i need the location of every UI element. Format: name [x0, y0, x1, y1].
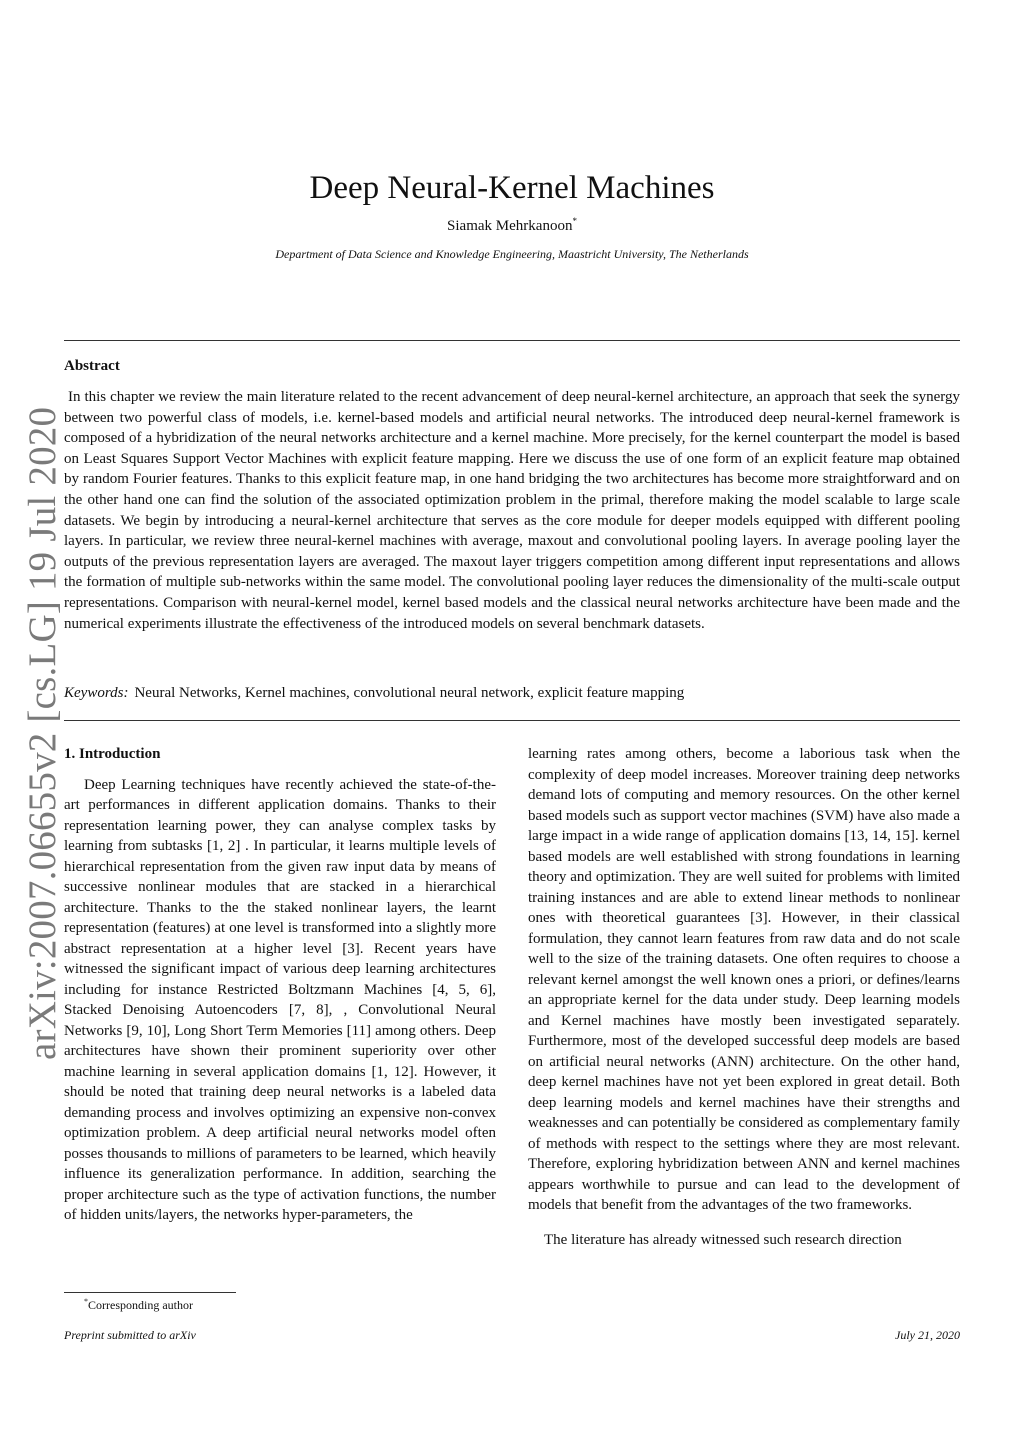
- footnote-text: Corresponding author: [88, 1298, 193, 1312]
- footer-date: July 21, 2020: [895, 1328, 960, 1342]
- right-column: [528, 744, 960, 1250]
- keywords-line: [64, 685, 960, 702]
- introduction-paragraph-right-2: The literature has already witnessed such research direction: [544, 1231, 902, 1248]
- arxiv-identifier-stamp: [12, 406, 72, 1060]
- footer-preprint-note: Preprint submitted to arXiv: [64, 1328, 196, 1342]
- author-footnote-mark: *: [572, 216, 577, 226]
- introduction-paragraph-left: Deep Learning techniques have recently achieved the state-of-the-art performances in different application domains. Thanks to their representation learning power, they can analyse complex tasks by learning from subtasks [1, 2] . In particular, it learns multiple levels of hierarchical representation from the given raw input data by means of successive nonlinear modules that are stacked in a hierarchical architecture. Thanks to the the staked nonlinear layers, the learnt representation (features) at one level is transformed into a slightly more abstract representation at a higher level [3]. Recent years have witnessed the significant impact of various deep learning architectures including for instance Restricted Boltzmann Machines [4, 5, 6], Stacked Denoising Autoencoders [7, 8], , Convolutional Neural Networks [9, 10], Long Short Term Memories [11] among others. Deep architectures have shown their prominent superiority over other machine learning in several application domains [1, 12]. However, it should be noted that training deep neural networks is a labeled data demanding process and involves optimizing an expensive non-convex optimization problem. A deep artificial neural networks model often posses thousands to millions of parameters to be learned, which heavily influence its generalization performance. In addition, searching the proper architecture such as the type of activation functions, the number of hidden units/layers, the networks hyper-parameters, the: [64, 776, 496, 1223]
- paper-title: Deep Neural-Kernel Machines: [309, 170, 715, 207]
- abstract-text: In this chapter we review the main literature related to the recent advancement of deep neural-kernel architecture, an approach that seek the synergy between two powerful class of models, i.e. kernel-based models and artificial neural networks. The introduced deep neural-kernel framework is composed of a hybridization of the neural networks architecture and a kernel machine. More precisely, for the kernel counterpart the model is based on Least Squares Support Vector Machines with explicit feature mapping. Here we discuss the use of one form of an explicit feature map obtained by random Fourier features. Thanks to this explicit feature map, in one hand bridging the two architectures has become more straightforward and on the other hand one can find the solution of the associated optimization problem in the primal, therefore making the model scalable to large scale datasets. We begin by introducing a neural-kernel architecture that serves as the core module for deeper models equipped with different pooling layers. In particular, we review three neural-kernel machines with average, maxout and convolutional pooling layers. In average pooling layer the outputs of the previous representation layers are averaged. The maxout layer triggers competition among different input representations and allows the formation of multiple sub-networks within the same model. The convolutional pooling layer reduces the dimensionality of the multi-scale output representations. Comparison with neural-kernel model, kernel based models and the classical neural networks architecture have been made and the numerical experiments illustrate the effectiveness of the introduced models on several benchmark datasets.: [64, 389, 960, 632]
- introduction-heading: 1. Introduction: [64, 746, 161, 762]
- abstract-bottom-rule: [64, 720, 960, 721]
- footnote-mark: *: [84, 1297, 88, 1306]
- keywords-text: Neural Networks, Kernel machines, convolutional neural network, explicit feature mapping: [134, 685, 685, 701]
- author-affiliation: Department of Data Science and Knowledge Engineering, Maastricht University, The Netherlands: [275, 247, 749, 261]
- introduction-paragraph-right-1: learning rates among others, become a laborious task when the complexity of deep model increases. Moreover training deep networks demand lots of computing and memory resources. On the other kernel based models such as support vector machines (SVM) have also made a large impact in a wide range of application domains [13, 14, 15]. kernel based models are well established with strong foundations in learning theory and optimization. They are well suited for problems with limited training instances and are able to extend linear methods to nonlinear ones with theoretical guarantees [3]. However, in their classical formulation, they cannot learn features from raw data and do not scale well to the size of the training datasets. One often requires to choose a relevant kernel amongst the well known ones a priori, or defines/learns an appropriate kernel for the data under study. Deep learning models and Kernel machines have mostly been investigated separately. Furthermore, most of the developed successful deep models are based on artificial neural networks (ANN) architecture. On the other hand, deep kernel machines have not yet been explored in great detail. Both deep learning models and kernel machines have their strengths and weaknesses and can potentially be considered as complementary family of methods with respect to the settings where they are most relevant. Therefore, exploring hybridization between ANN and kernel machines appears worthwhile to pursue and can lead to the development of models that benefit from the advantages of the two frameworks.: [528, 746, 960, 1213]
- footnote: [84, 1297, 193, 1313]
- author-line: [0, 216, 1024, 235]
- abstract-top-rule: [64, 340, 960, 341]
- arxiv-identifier-text: arXiv:2007.06655v2 [cs.LG] 19 Jul 2020: [21, 406, 64, 1060]
- footnote-rule: [64, 1292, 236, 1293]
- author-name: Siamak Mehrkanoon: [447, 218, 573, 234]
- abstract-heading: Abstract: [64, 358, 120, 374]
- keywords-label: Keywords:: [64, 685, 129, 701]
- left-column: [64, 744, 496, 1226]
